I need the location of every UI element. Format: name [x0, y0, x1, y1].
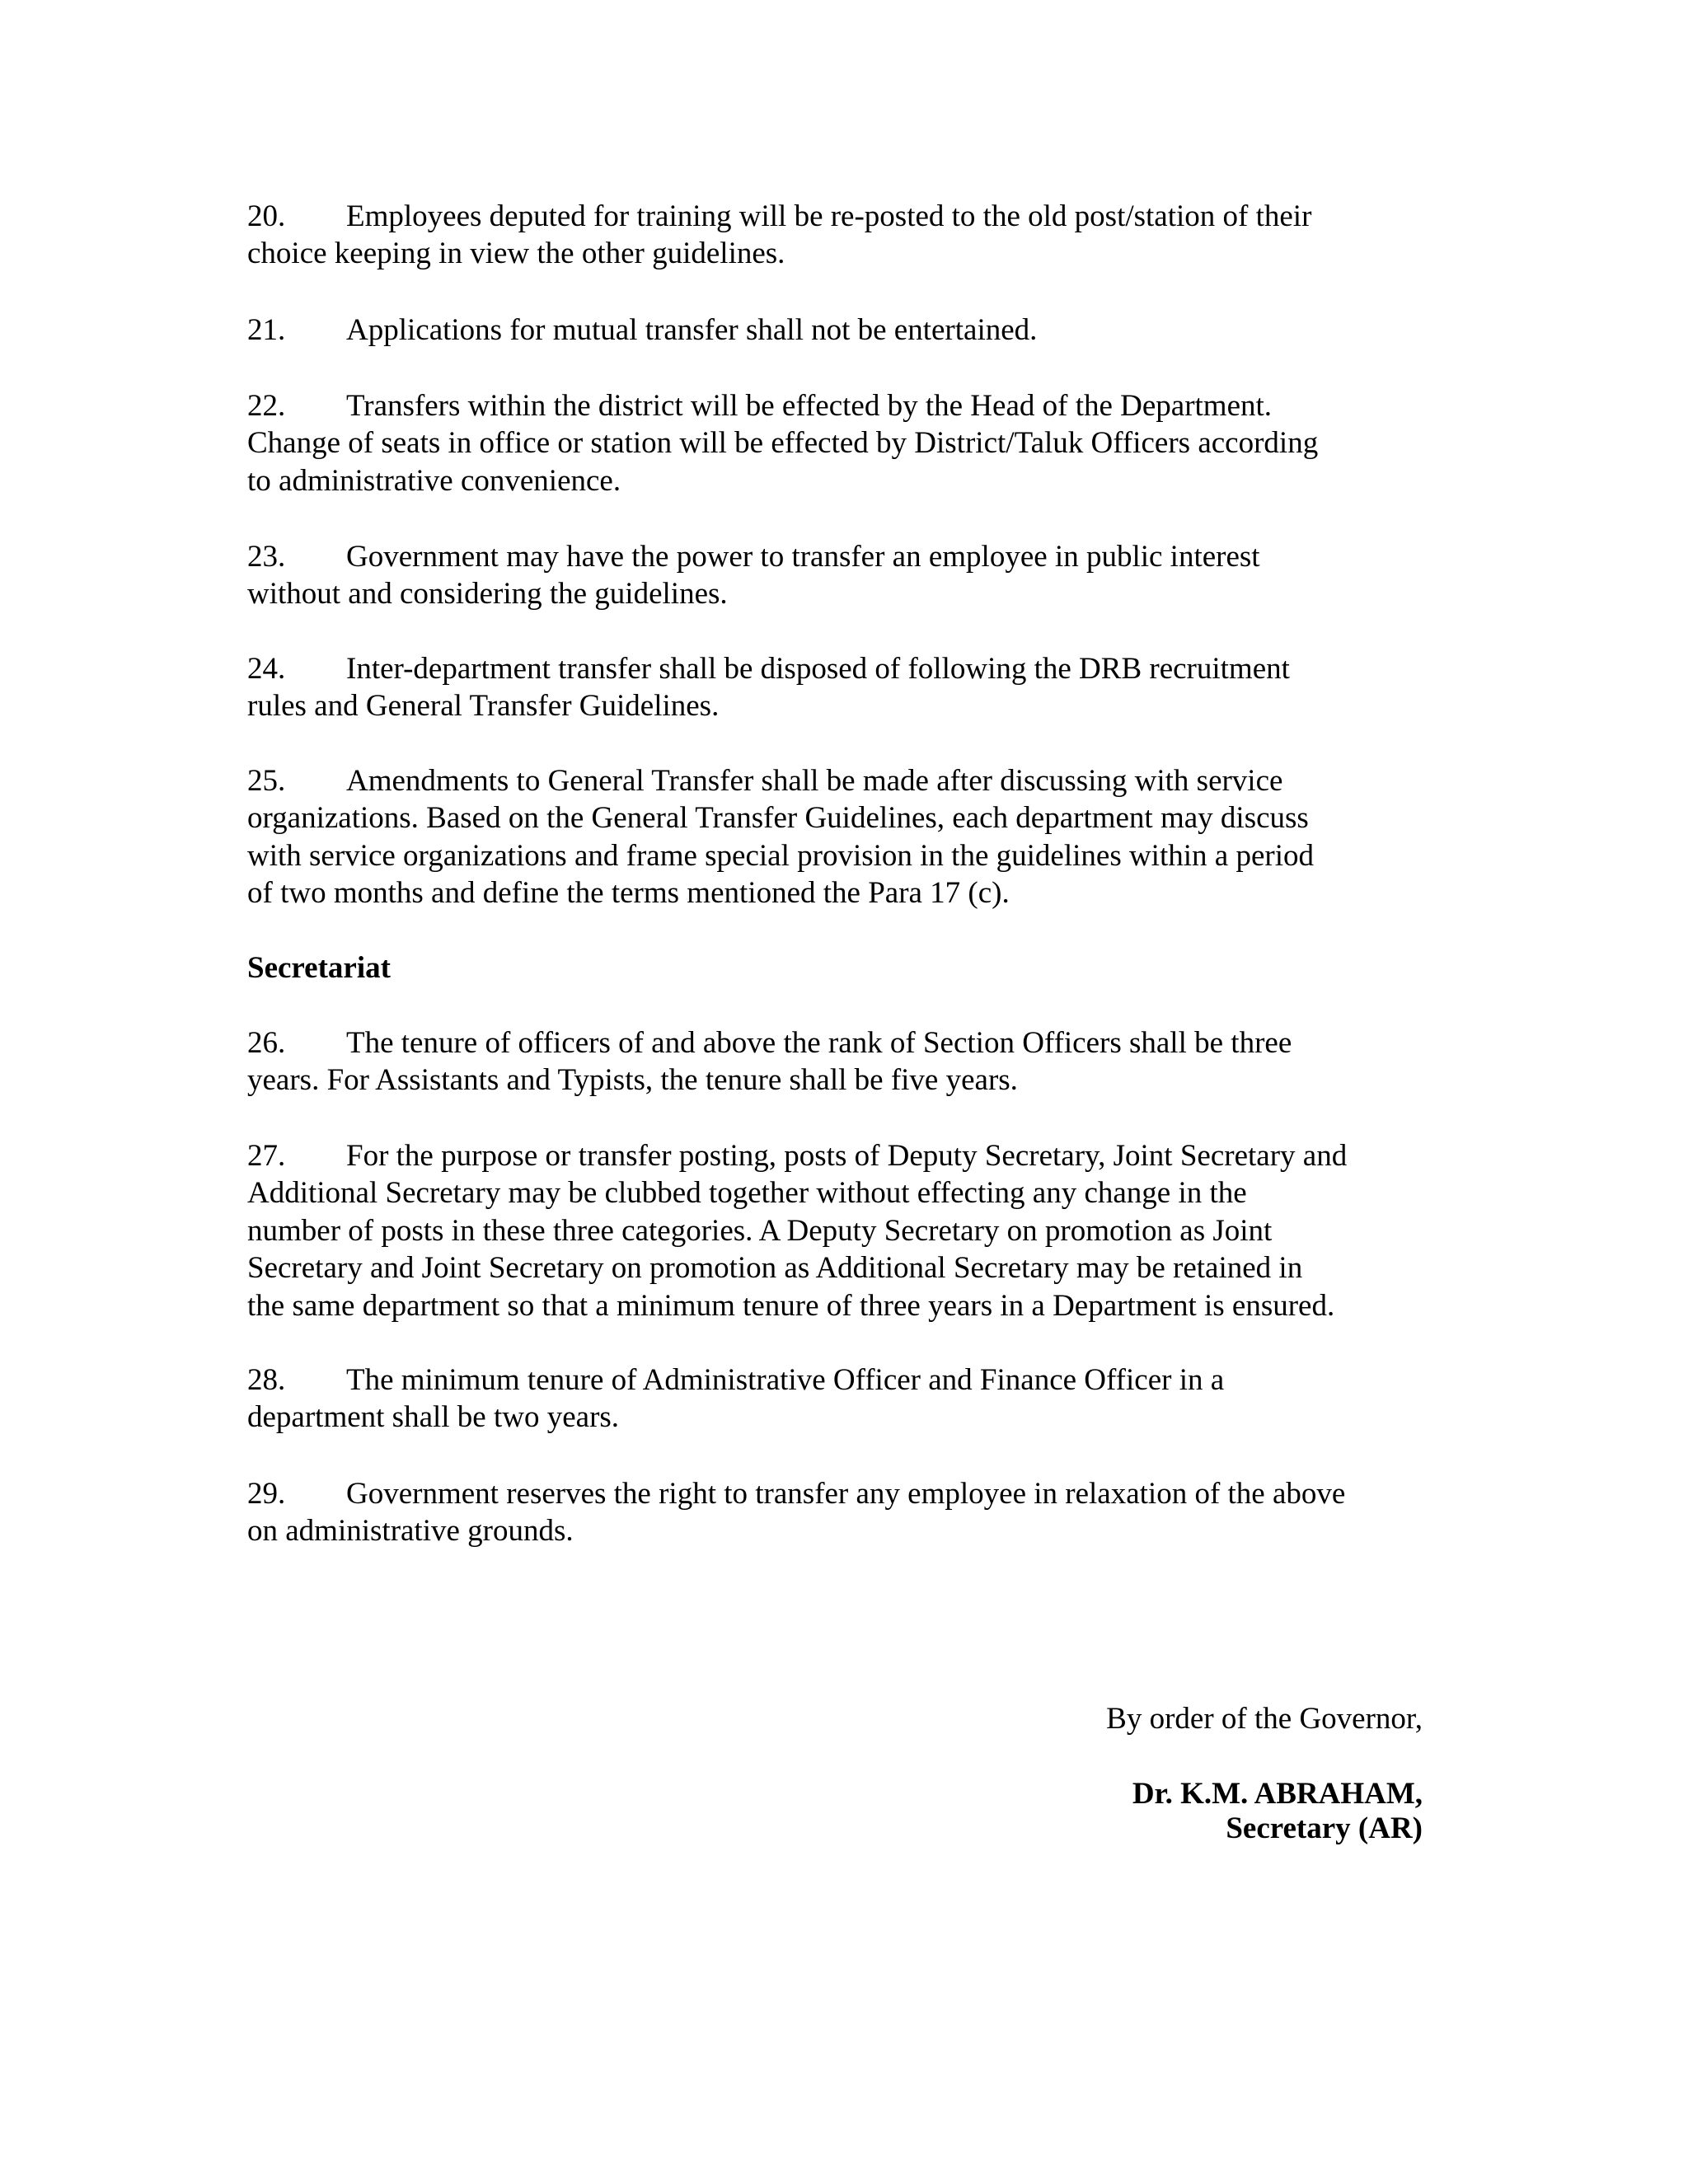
paragraph-text: The minimum tenure of Administrative Officer and Finance Officer in a [346, 1363, 1225, 1397]
paragraph-26-line-1 [247, 1024, 1292, 1062]
paragraph-text: Employees deputed for training will be re-posted to the old post/station of their [346, 199, 1312, 233]
paragraph-26-line-2: years. For Assistants and Typists, the tenure shall be five years. [247, 1063, 1018, 1097]
paragraph-20-line-1 [247, 198, 1311, 236]
paragraph-number: 27. [247, 1139, 286, 1173]
paragraph-29-line-1 [247, 1475, 1345, 1513]
signatory-designation: Secretary (AR) [1226, 1811, 1423, 1845]
paragraph-text: Government may have the power to transfer an employee in public interest [346, 540, 1260, 574]
paragraph-number: 23. [247, 540, 286, 574]
paragraph-29-line-2: on administrative grounds. [247, 1514, 574, 1548]
paragraph-25-line-3: with service organizations and frame special provision in the guidelines within a period [247, 839, 1314, 873]
section-heading: Secretariat [247, 951, 391, 985]
paragraph-22-line-1 [247, 387, 1272, 425]
paragraph-number: 29. [247, 1477, 286, 1511]
paragraph-number: 22. [247, 389, 286, 423]
paragraph-text: Inter-department transfer shall be disposed of following the DRB recruitment [346, 652, 1290, 686]
paragraph-22-line-2: Change of seats in office or station will be effected by District/Taluk Officers according [247, 426, 1319, 460]
paragraph-27-line-4: Secretary and Joint Secretary on promotion as Additional Secretary may be retained in [247, 1251, 1303, 1285]
paragraph-28-line-2: department shall be two years. [247, 1400, 620, 1434]
paragraph-27-line-2: Additional Secretary may be clubbed together without effecting any change in the [247, 1176, 1247, 1210]
paragraph-22-line-3: to administrative convenience. [247, 464, 621, 498]
paragraph-20-line-2: choice keeping in view the other guidelines. [247, 237, 785, 270]
paragraph-number: 21. [247, 313, 286, 347]
paragraph-text: Applications for mutual transfer shall not be entertained. [346, 313, 1038, 347]
paragraph-23-line-1 [247, 538, 1260, 576]
paragraph-text: For the purpose or transfer posting, posts of Deputy Secretary, Joint Secretary and [346, 1139, 1348, 1173]
paragraph-28-line-1 [247, 1361, 1224, 1399]
paragraph-number: 20. [247, 199, 286, 233]
paragraph-27-line-1 [247, 1137, 1347, 1175]
paragraph-number: 26. [247, 1026, 286, 1060]
paragraph-number: 25. [247, 764, 286, 798]
paragraph-21-line-1 [247, 312, 1037, 349]
paragraph-text: Transfers within the district will be effected by the Head of the Department. [346, 389, 1273, 423]
paragraph-24-line-1 [247, 650, 1290, 688]
paragraph-number: 24. [247, 652, 286, 686]
paragraph-23-line-2: without and considering the guidelines. [247, 577, 728, 611]
paragraph-27-line-3: number of posts in these three categories. A Deputy Secretary on promotion as Joint [247, 1214, 1273, 1248]
paragraph-number: 28. [247, 1363, 286, 1397]
signature-order-line: By order of the Governor, [1106, 1702, 1423, 1736]
signatory-name: Dr. K.M. ABRAHAM, [1132, 1777, 1423, 1811]
paragraph-text: The tenure of officers of and above the rank of Section Officers shall be three [346, 1026, 1292, 1060]
paragraph-text: Government reserves the right to transfer any employee in relaxation of the above [346, 1477, 1346, 1511]
paragraph-25-line-1 [247, 762, 1282, 800]
paragraph-25-line-4: of two months and define the terms mentioned the Para 17 (c). [247, 876, 1010, 910]
paragraph-text: Amendments to General Transfer shall be made after discussing with service [346, 764, 1283, 798]
paragraph-24-line-2: rules and General Transfer Guidelines. [247, 689, 720, 723]
paragraph-25-line-2: organizations. Based on the General Transfer Guidelines, each department may discuss [247, 801, 1309, 835]
paragraph-27-line-5: the same department so that a minimum tenure of three years in a Department is ensured. [247, 1289, 1335, 1323]
